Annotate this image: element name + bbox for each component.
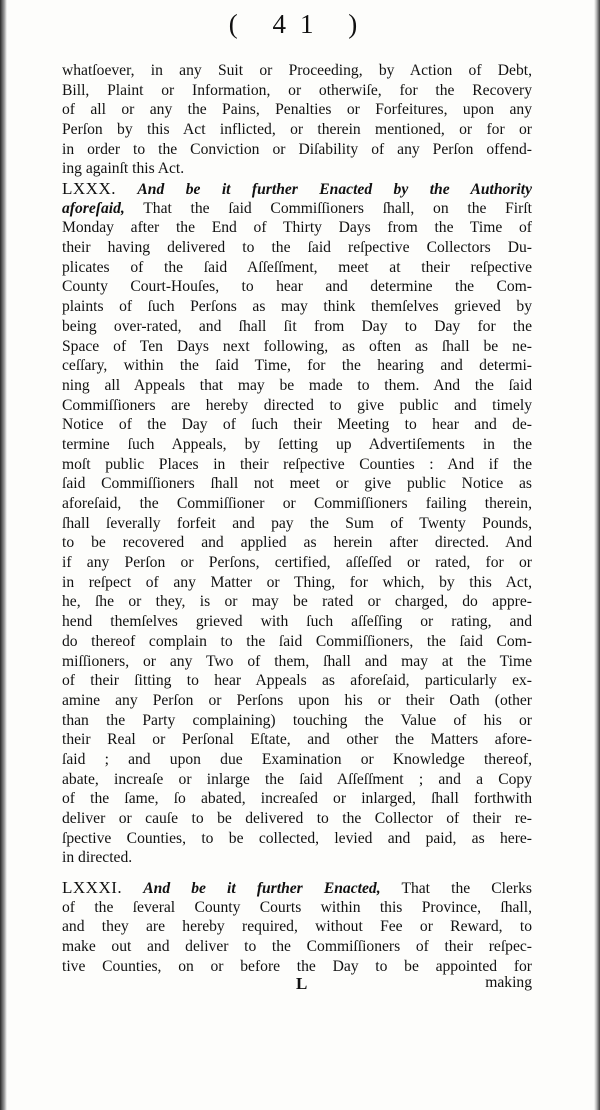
text-line: aforeſaid, the Commiſſioner or Commiſſioners failing therein,: [62, 495, 532, 512]
text-line: in order to the Conviction or Diſability of any Perſon offend-: [62, 140, 532, 158]
text-line: in reſpect of any Matter or Thing, for which, by this Act,: [62, 573, 532, 591]
text-line: than the Party complaining) touching the Value of his or: [62, 711, 532, 729]
text-line: ſhall ſeverally forfeit and pay the Sum of Twenty Pounds,: [62, 514, 532, 532]
text-line: to be recovered and applied as herein after directed. And: [62, 534, 532, 552]
section-heading: [62, 878, 532, 898]
enacting-clause: And be it further Enacted by the Authority: [137, 181, 532, 198]
text-line: ſpective Counties, to be collected, levied and paid, as here-: [62, 829, 532, 847]
section-heading: [62, 179, 532, 199]
text-line: Bill, Plaint or Information, or otherwiſe, for the Recovery: [62, 81, 532, 99]
page-number: ( 41 ): [228, 9, 372, 39]
text-line: being over-rated, and ſhall ſit from Day to Day for the: [62, 317, 532, 335]
enacting-clause: And be it further Enacted,: [143, 880, 381, 897]
text-line: tive Counties, on or before the Day to be appointed for: [62, 957, 532, 975]
text-line: he, ſhe or they, is or may be rated or charged, do appre-: [62, 593, 532, 611]
text-line: Perſon by this Act inflicted, or therein mentioned, or for or: [62, 121, 532, 139]
text-line: and they are hereby required, without Fee or Reward, to: [62, 918, 532, 936]
section-number: LXXX.: [62, 179, 116, 198]
text-line: Monday after the End of Thirty Days from the Time of: [62, 219, 532, 237]
text-line: make out and deliver to the Commiſſioners of their reſpec-: [62, 938, 532, 956]
page-right-edge: [594, 0, 600, 1110]
text-line: whatſoever, in any Suit or Proceeding, by Action of Debt,: [62, 62, 532, 79]
text-line: ceſſary, within the ſaid Time, for the hearing and determi-: [62, 357, 532, 375]
page-left-edge: [0, 0, 7, 1110]
text-line: moſt public Places in their reſpective Counties : And if the: [62, 455, 532, 473]
text-line: Space of Ten Days next following, as often as ſhall be ne-: [62, 337, 532, 355]
text-line: of all or any the Pains, Penalties or Forfeitures, upon any: [62, 101, 532, 119]
text-line: miſſioners, or any Two of them, ſhall and may at the Time: [62, 652, 532, 670]
text-line: deliver or cauſe to be delivered to the Collector of their re-: [62, 810, 532, 827]
continuation-paragraph: [62, 61, 532, 179]
text-line: of their ſitting to hear Appeals as aforeſaid, particularly ex-: [62, 672, 532, 690]
text-line: plicates of the ſaid Aſſeſſment, meet at their reſpective: [62, 258, 532, 276]
section-lxxxi: [62, 878, 532, 976]
text-line: hend themſelves grieved with ſuch aſſeſſing or rating, and: [62, 613, 532, 631]
text-line: of the ſeveral County Courts within this Province, ſhall,: [62, 898, 532, 916]
text-line: their having delivered to the ſaid reſpective Collectors Du-: [62, 239, 532, 257]
text-line: ning all Appeals that may be made to them. And the ſaid: [62, 376, 532, 394]
text-line: amine any Perſon or Perſons upon his or their Oath (other: [62, 691, 532, 709]
text-line: do thereof complain to the ſaid Commiſſioners, the ſaid Com-: [62, 632, 532, 650]
text-line: termine ſuch Appeals, by ſetting up Advertiſements in the: [62, 435, 532, 453]
text-line: ſaid ; and upon due Examination or Knowledge thereof,: [62, 750, 532, 768]
text-line: County Court-Houſes, to hear and determine the Com-: [62, 278, 532, 296]
text-line: in directed.: [62, 849, 133, 867]
text-line: abate, increaſe or inlarge the ſaid Aſſeſſment ; and a Copy: [62, 770, 532, 788]
text-line: Commiſſioners are hereby directed to give public and timely: [62, 396, 532, 414]
text-line: of the ſame, ſo abated, increaſed or inlarged, ſhall forthwith: [62, 790, 532, 808]
text-line: their Real or Perſonal Eſtate, and other the Matters afore-: [62, 731, 532, 749]
text-line: plaints of ſuch Perſons as may think themſelves grieved by: [62, 298, 532, 316]
catchword: making: [485, 974, 532, 991]
aforesaid-phrase: aforeſaid,: [62, 199, 125, 217]
text-line: [62, 199, 532, 219]
text-fragment: That the Clerks: [401, 880, 532, 897]
page-footer: [62, 974, 532, 996]
text-line: if any Perſon or Perſons, certified, aſſeſſed or rated, for or: [62, 554, 532, 572]
text-line: Notice of the Day of ſuch their Meeting to hear and de-: [62, 416, 532, 434]
text-fragment: That the ſaid Commiſſioners ſhall, on the Firſt: [143, 199, 533, 217]
text-line: ing againſt this Act.: [62, 160, 185, 178]
text-line: ſaid Commiſſioners ſhall not meet or give public Notice as: [62, 475, 532, 493]
section-number: LXXXI.: [62, 878, 123, 897]
signature-mark: L: [296, 974, 308, 993]
section-lxxx: [62, 179, 532, 868]
